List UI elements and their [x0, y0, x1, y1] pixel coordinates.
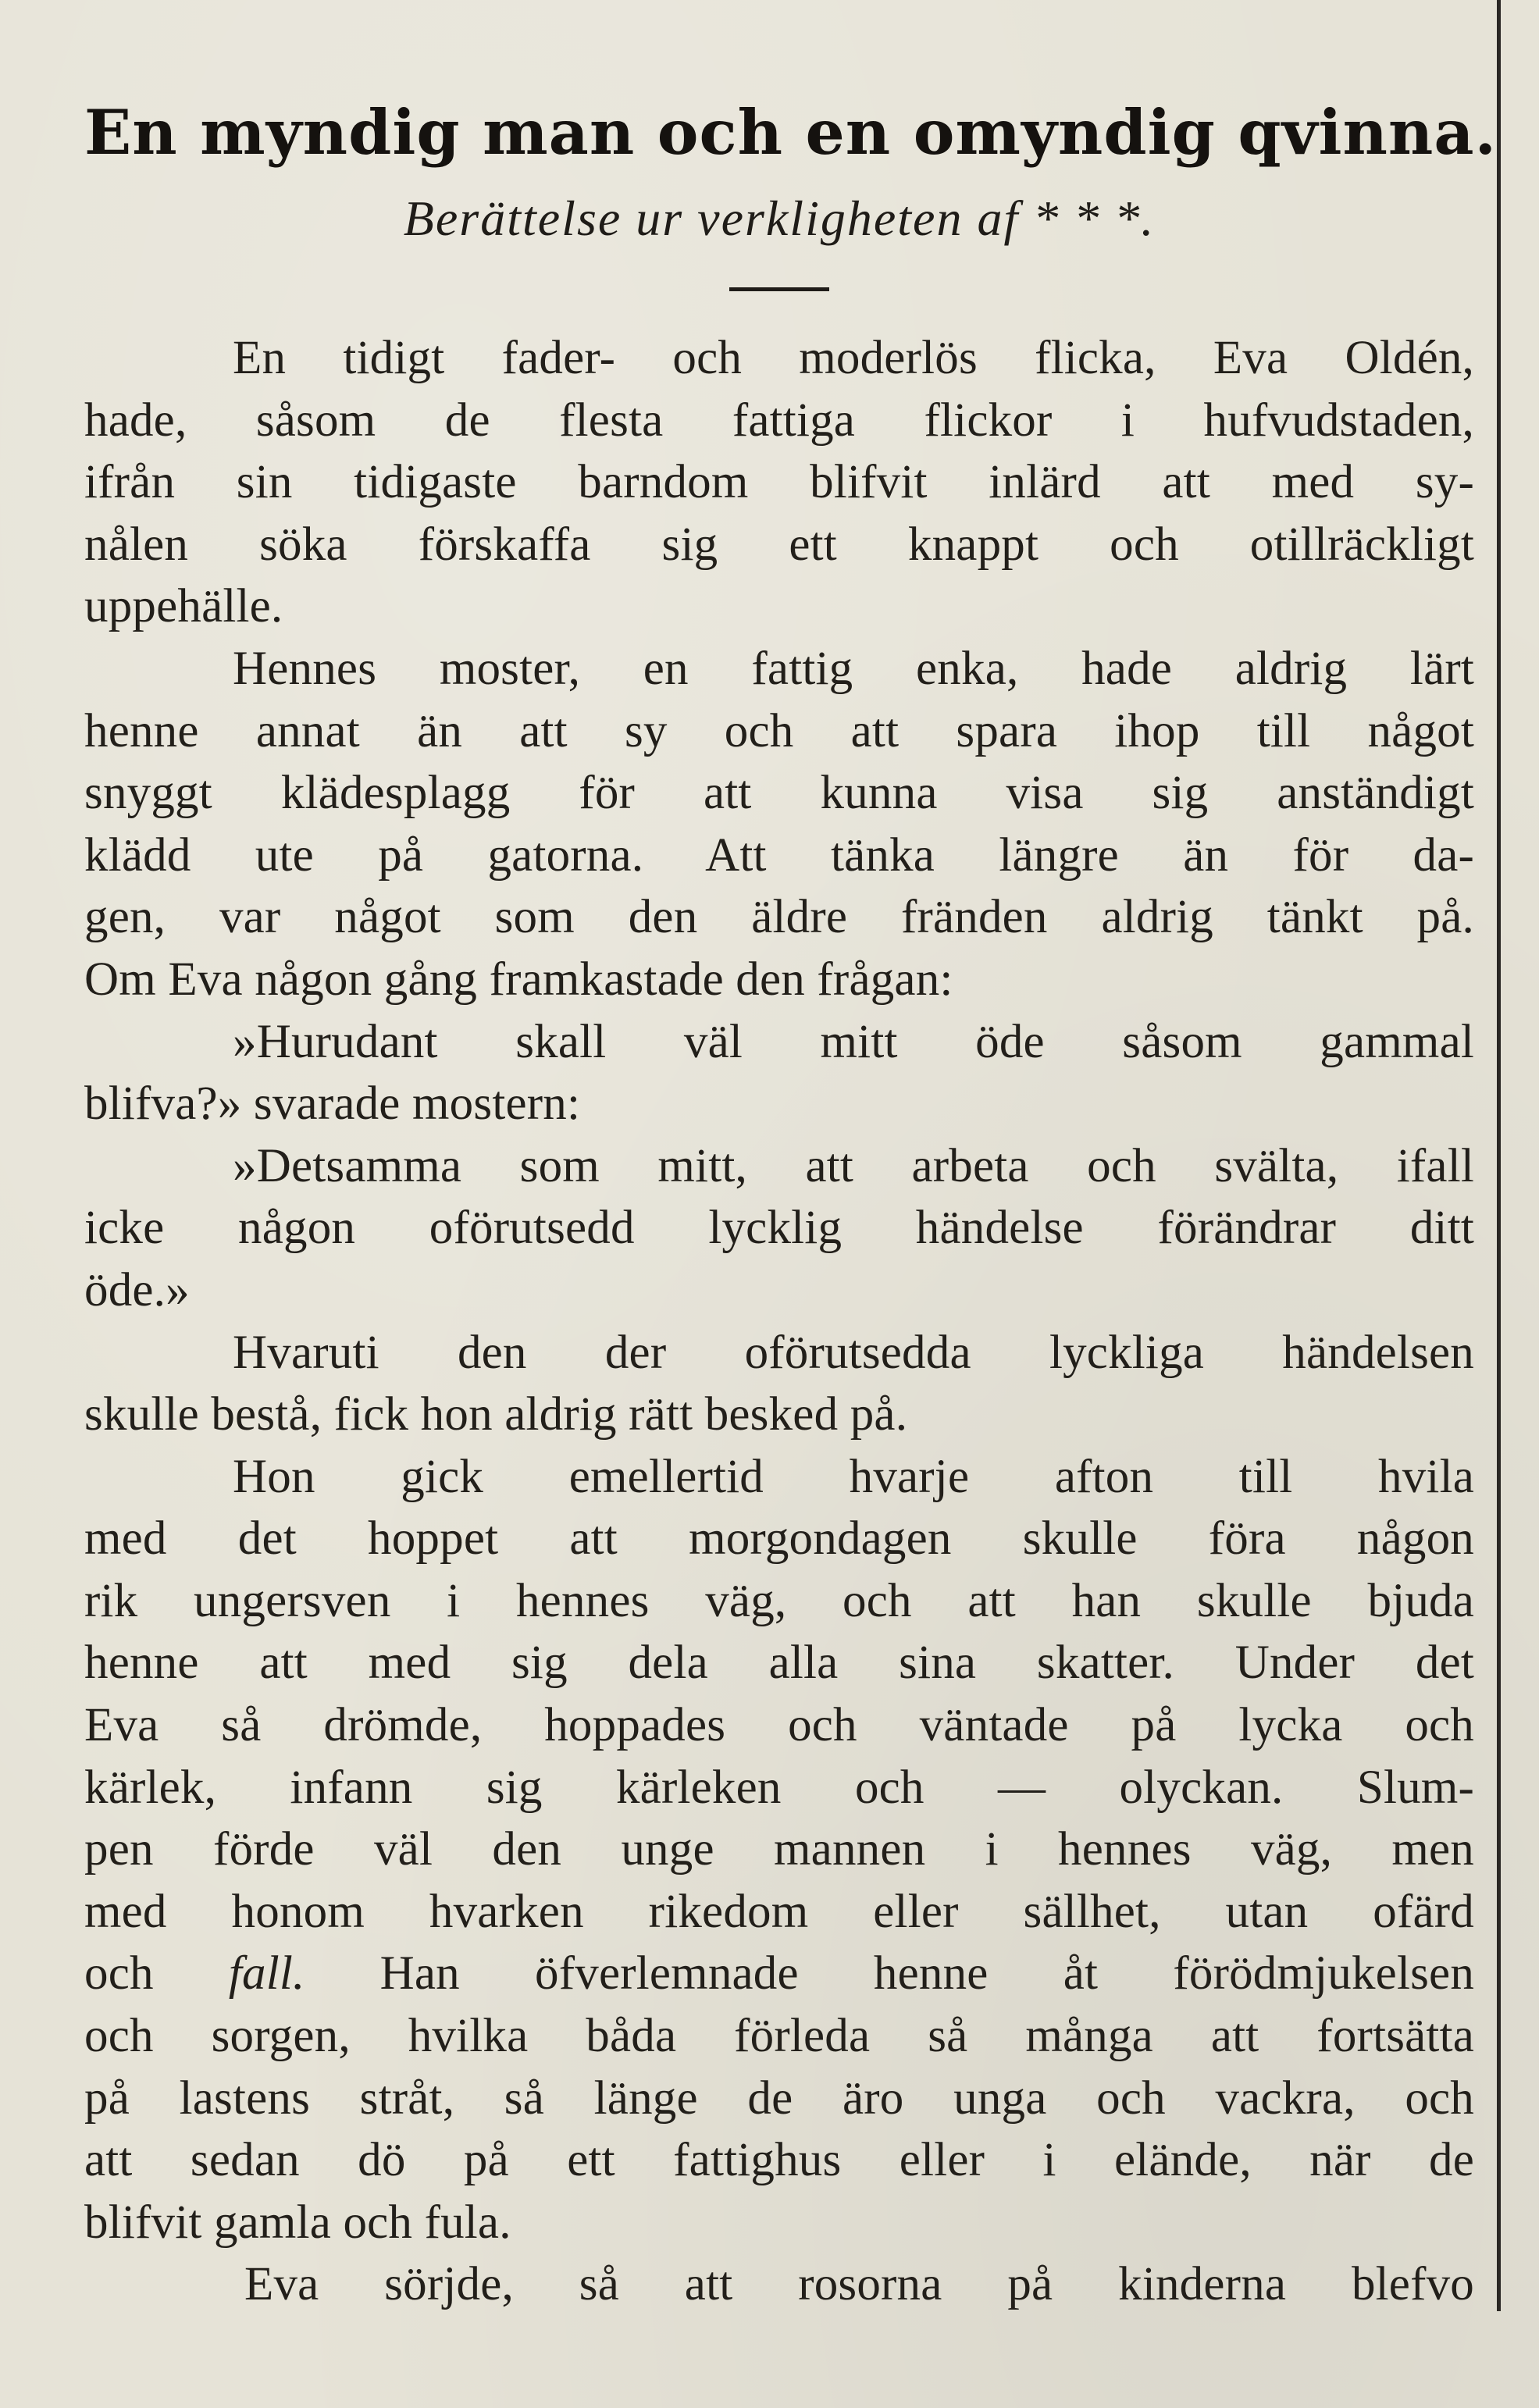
- text-line: blifva?» svarade mostern:: [84, 1078, 581, 1131]
- text-line: hade, såsom de flesta fattiga flickor i hufvudstaden,: [84, 394, 1474, 447]
- text-line: icke någon oförutsedd lycklig händelse förändrar ditt: [84, 1202, 1474, 1255]
- article-byline: Berättelse ur verkligheten af * * *.: [403, 191, 1156, 246]
- text-line: gen, var något som den äldre fränden aldrig tänkt på.: [84, 891, 1474, 944]
- paragraph: [84, 638, 1474, 1011]
- text-line: pen förde väl den unge mannen i hennes väg, men: [84, 1823, 1474, 1876]
- line-continuation: Han öfverlemnade henne åt förödmjukelsen: [379, 1947, 1475, 2000]
- line-prefix: och: [84, 1947, 229, 2000]
- column-rule: [1497, 0, 1501, 2311]
- paragraph: [84, 1446, 1474, 2254]
- text-line: och sorgen, hvilka båda förleda så många att fortsätta: [84, 2010, 1474, 2063]
- paragraph: [84, 1011, 1474, 1135]
- text-line: skulle bestå, fick hon aldrig rätt besked på.: [84, 1388, 908, 1441]
- text-line: Hennes moster, en fattig enka, hade aldrig lärt: [233, 642, 1474, 695]
- paragraph: [84, 1322, 1474, 1446]
- text-line: henne annat än att sy och att spara ihop till något: [84, 704, 1474, 757]
- emphasis-word: fall.: [228, 1947, 305, 2000]
- paragraph: [84, 2253, 1474, 2316]
- text-line: [84, 1943, 1474, 2005]
- text-line: med honom hvarken rikedom eller sällhet, utan ofärd: [84, 1885, 1474, 1938]
- text-line: blifvit gamla och fula.: [84, 2196, 511, 2249]
- title-divider: [729, 287, 829, 291]
- text-line: snyggt klädesplagg för att kunna visa sig anständigt: [84, 767, 1474, 820]
- text-line: öde.»: [84, 1263, 190, 1316]
- text-line: uppehälle.: [84, 580, 283, 633]
- article-headline: En myndig man och en omyndig qvinna.: [84, 96, 1498, 169]
- text-line: med det hoppet att morgondagen skulle föra någon: [84, 1512, 1474, 1566]
- article-column: [84, 86, 1498, 2316]
- text-line: Eva så drömde, hoppades och väntade på lycka och: [84, 1699, 1474, 1752]
- text-line: rik ungersven i hennes väg, och att han skulle bjuda: [84, 1574, 1474, 1627]
- text-line: nålen söka förskaffa sig ett knappt och otillräckligt: [84, 518, 1474, 571]
- text-line: »Detsamma som mitt, att arbeta och svälta, ifall: [233, 1139, 1474, 1192]
- text-line: henne att med sig dela alla sina skatter. Under det: [84, 1637, 1474, 1690]
- text-line: Eva sörjde, så att rosorna på kinderna blefvo: [244, 2258, 1474, 2311]
- article-body: [84, 327, 1474, 2316]
- text-line: att sedan dö på ett fattighus eller i elände, när de: [84, 2134, 1474, 2187]
- text-line: Hvaruti den der oförutsedda lyckliga händelsen: [233, 1326, 1474, 1379]
- text-line: på lastens stråt, så länge de äro unga och vackra, och: [84, 2071, 1474, 2125]
- text-line: Hon gick emellertid hvarje afton till hvila: [233, 1450, 1474, 1503]
- text-line: kärlek, infann sig kärleken och — olyckan. Slum-: [84, 1761, 1474, 1814]
- text-line: Om Eva någon gång framkastade den frågan:: [84, 953, 953, 1006]
- paragraph: [84, 1135, 1474, 1322]
- text-line: En tidigt fader- och moderlös flicka, Eva Oldén,: [233, 332, 1474, 384]
- paragraph: [84, 327, 1474, 638]
- text-line: »Hurudant skall väl mitt öde såsom gammal: [233, 1015, 1474, 1068]
- text-line: ifrån sin tidigaste barndom blifvit inlärd att med sy-: [84, 456, 1474, 509]
- text-line: klädd ute på gatorna. Att tänka längre än för da-: [84, 828, 1474, 882]
